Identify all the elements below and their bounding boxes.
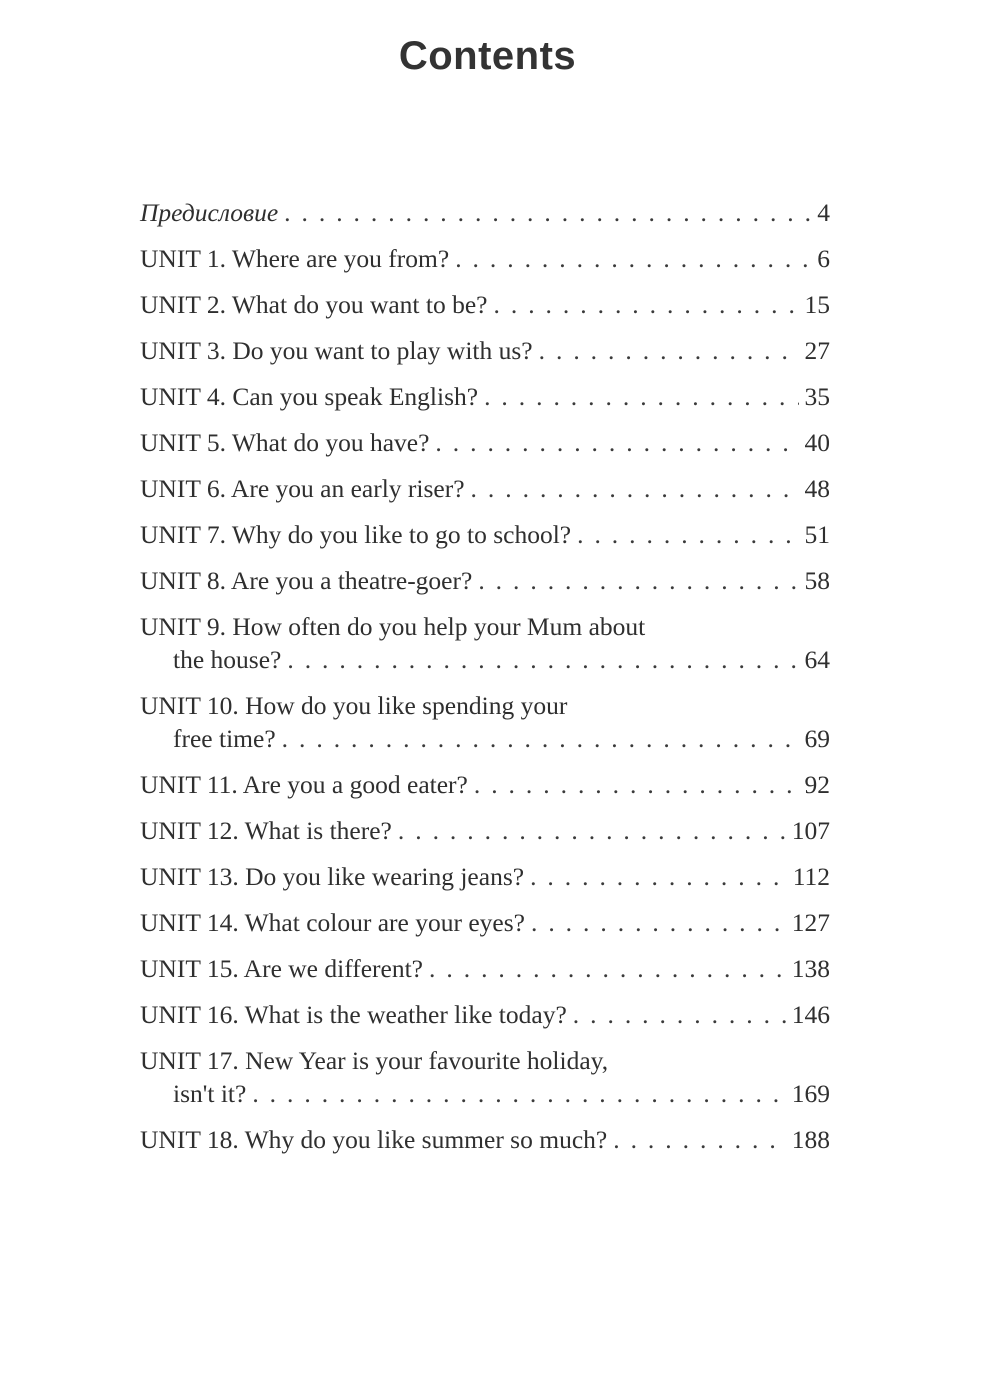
toc-entry xyxy=(140,380,830,413)
toc-entry-line xyxy=(140,998,830,1031)
toc-entry xyxy=(140,288,830,321)
toc-page-number: 138 xyxy=(791,954,830,983)
dot-leader xyxy=(530,860,787,893)
toc-entry-title: UNIT 11. Are you a good eater? xyxy=(140,770,468,799)
toc-page-number: 27 xyxy=(804,336,830,365)
toc-entry-title: UNIT 17. New Year is your favourite holiday, xyxy=(140,1046,609,1075)
toc-entry-line xyxy=(140,860,830,893)
toc-page-number: 35 xyxy=(804,382,830,411)
dot-leader xyxy=(474,768,799,801)
toc-page-number: 6 xyxy=(817,244,830,273)
toc-entry-title: UNIT 13. Do you like wearing jeans? xyxy=(140,862,525,891)
toc-page-number: 146 xyxy=(791,1000,830,1029)
toc-entry-line xyxy=(140,643,830,676)
toc-entry-line xyxy=(140,1044,830,1077)
dot-leader xyxy=(287,643,798,676)
dot-leader xyxy=(398,814,786,847)
toc-entry-line xyxy=(140,1123,830,1156)
toc-entry-line xyxy=(140,1077,830,1110)
toc-page-number: 15 xyxy=(804,290,830,319)
dot-leader xyxy=(478,564,798,597)
dot-leader xyxy=(577,518,798,551)
toc-entry-title: UNIT 15. Are we different? xyxy=(140,954,424,983)
dot-leader xyxy=(531,906,786,939)
toc-entry-title: UNIT 5. What do you have? xyxy=(140,428,430,457)
toc-entry xyxy=(140,196,830,229)
toc-entry-line xyxy=(140,288,830,321)
dot-leader xyxy=(471,472,799,505)
toc-entry-title: UNIT 1. Where are you from? xyxy=(140,244,450,273)
toc-entry-title: UNIT 3. Do you want to play with us? xyxy=(140,336,533,365)
dot-leader xyxy=(429,952,786,985)
toc-page-number: 48 xyxy=(804,474,830,503)
toc-entry xyxy=(140,998,830,1031)
toc-page-number: 58 xyxy=(804,566,830,595)
toc-entry xyxy=(140,242,830,275)
toc-entry xyxy=(140,906,830,939)
toc-entry-title: the house? xyxy=(173,645,282,674)
toc-entry xyxy=(140,518,830,551)
toc-entry-line xyxy=(140,426,830,459)
toc-entry-line xyxy=(140,814,830,847)
toc-entry-title: isn't it? xyxy=(173,1079,247,1108)
toc-entry-title: UNIT 8. Are you a theatre-goer? xyxy=(140,566,473,595)
toc-entry xyxy=(140,610,830,676)
toc-page-number: 69 xyxy=(804,724,830,753)
page-title: Contents xyxy=(398,34,577,78)
toc-entry-title: UNIT 4. Can you speak English? xyxy=(140,382,479,411)
toc-entry-title: Предисловие xyxy=(140,198,279,227)
toc-entry-title: UNIT 2. What do you want to be? xyxy=(140,290,488,319)
toc-page-number: 169 xyxy=(791,1079,830,1108)
toc-page-number: 188 xyxy=(791,1125,830,1154)
toc-entry xyxy=(140,1044,830,1110)
toc-entry-title: UNIT 7. Why do you like to go to school? xyxy=(140,520,572,549)
dot-leader xyxy=(435,426,798,459)
toc-entry-title: UNIT 9. How often do you help your Mum about xyxy=(140,612,646,641)
toc-page-number: 127 xyxy=(791,908,830,937)
toc-entry xyxy=(140,814,830,847)
dot-leader xyxy=(284,196,811,229)
toc-entry-line xyxy=(140,768,830,801)
toc-entry-title: free time? xyxy=(173,724,276,753)
toc-entry xyxy=(140,1123,830,1156)
toc-entry xyxy=(140,334,830,367)
toc-entry xyxy=(140,472,830,505)
toc-entry-line xyxy=(140,952,830,985)
toc-page-number: 40 xyxy=(804,428,830,457)
toc-page-number: 64 xyxy=(804,645,830,674)
dot-leader xyxy=(484,380,798,413)
toc-entry xyxy=(140,768,830,801)
dot-leader xyxy=(282,722,799,755)
toc-entry-line xyxy=(140,722,830,755)
dot-leader xyxy=(494,288,799,321)
toc-page-number: 112 xyxy=(792,862,830,891)
toc-entry-title: UNIT 16. What is the weather like today? xyxy=(140,1000,567,1029)
toc-entry-line xyxy=(140,564,830,597)
toc-entry-line xyxy=(140,906,830,939)
table-of-contents xyxy=(140,196,830,1169)
toc-entry-title: UNIT 18. Why do you like summer so much? xyxy=(140,1125,608,1154)
toc-page-number: 4 xyxy=(817,198,830,227)
toc-page-number: 51 xyxy=(804,520,830,549)
toc-entry-line xyxy=(140,610,830,643)
toc-entry-line xyxy=(140,689,830,722)
toc-page-number: 107 xyxy=(791,816,830,845)
toc-entry-line xyxy=(140,518,830,551)
toc-entry-title: UNIT 14. What colour are your eyes? xyxy=(140,908,525,937)
toc-entry-line xyxy=(140,242,830,275)
toc-entry-title: UNIT 12. What is there? xyxy=(140,816,392,845)
toc-entry xyxy=(140,564,830,597)
toc-entry-title: UNIT 6. Are you an early riser? xyxy=(140,474,465,503)
dot-leader xyxy=(252,1077,785,1110)
toc-entry-line xyxy=(140,380,830,413)
dot-leader xyxy=(539,334,799,367)
toc-entry xyxy=(140,860,830,893)
dot-leader xyxy=(455,242,811,275)
dot-leader xyxy=(613,1123,786,1156)
toc-entry-line xyxy=(140,334,830,367)
toc-entry xyxy=(140,952,830,985)
toc-entry xyxy=(140,689,830,755)
toc-page-number: 92 xyxy=(804,770,830,799)
toc-entry xyxy=(140,426,830,459)
toc-entry-line xyxy=(140,196,830,229)
toc-entry-line xyxy=(140,472,830,505)
dot-leader xyxy=(573,998,786,1031)
toc-entry-title: UNIT 10. How do you like spending your xyxy=(140,691,568,720)
